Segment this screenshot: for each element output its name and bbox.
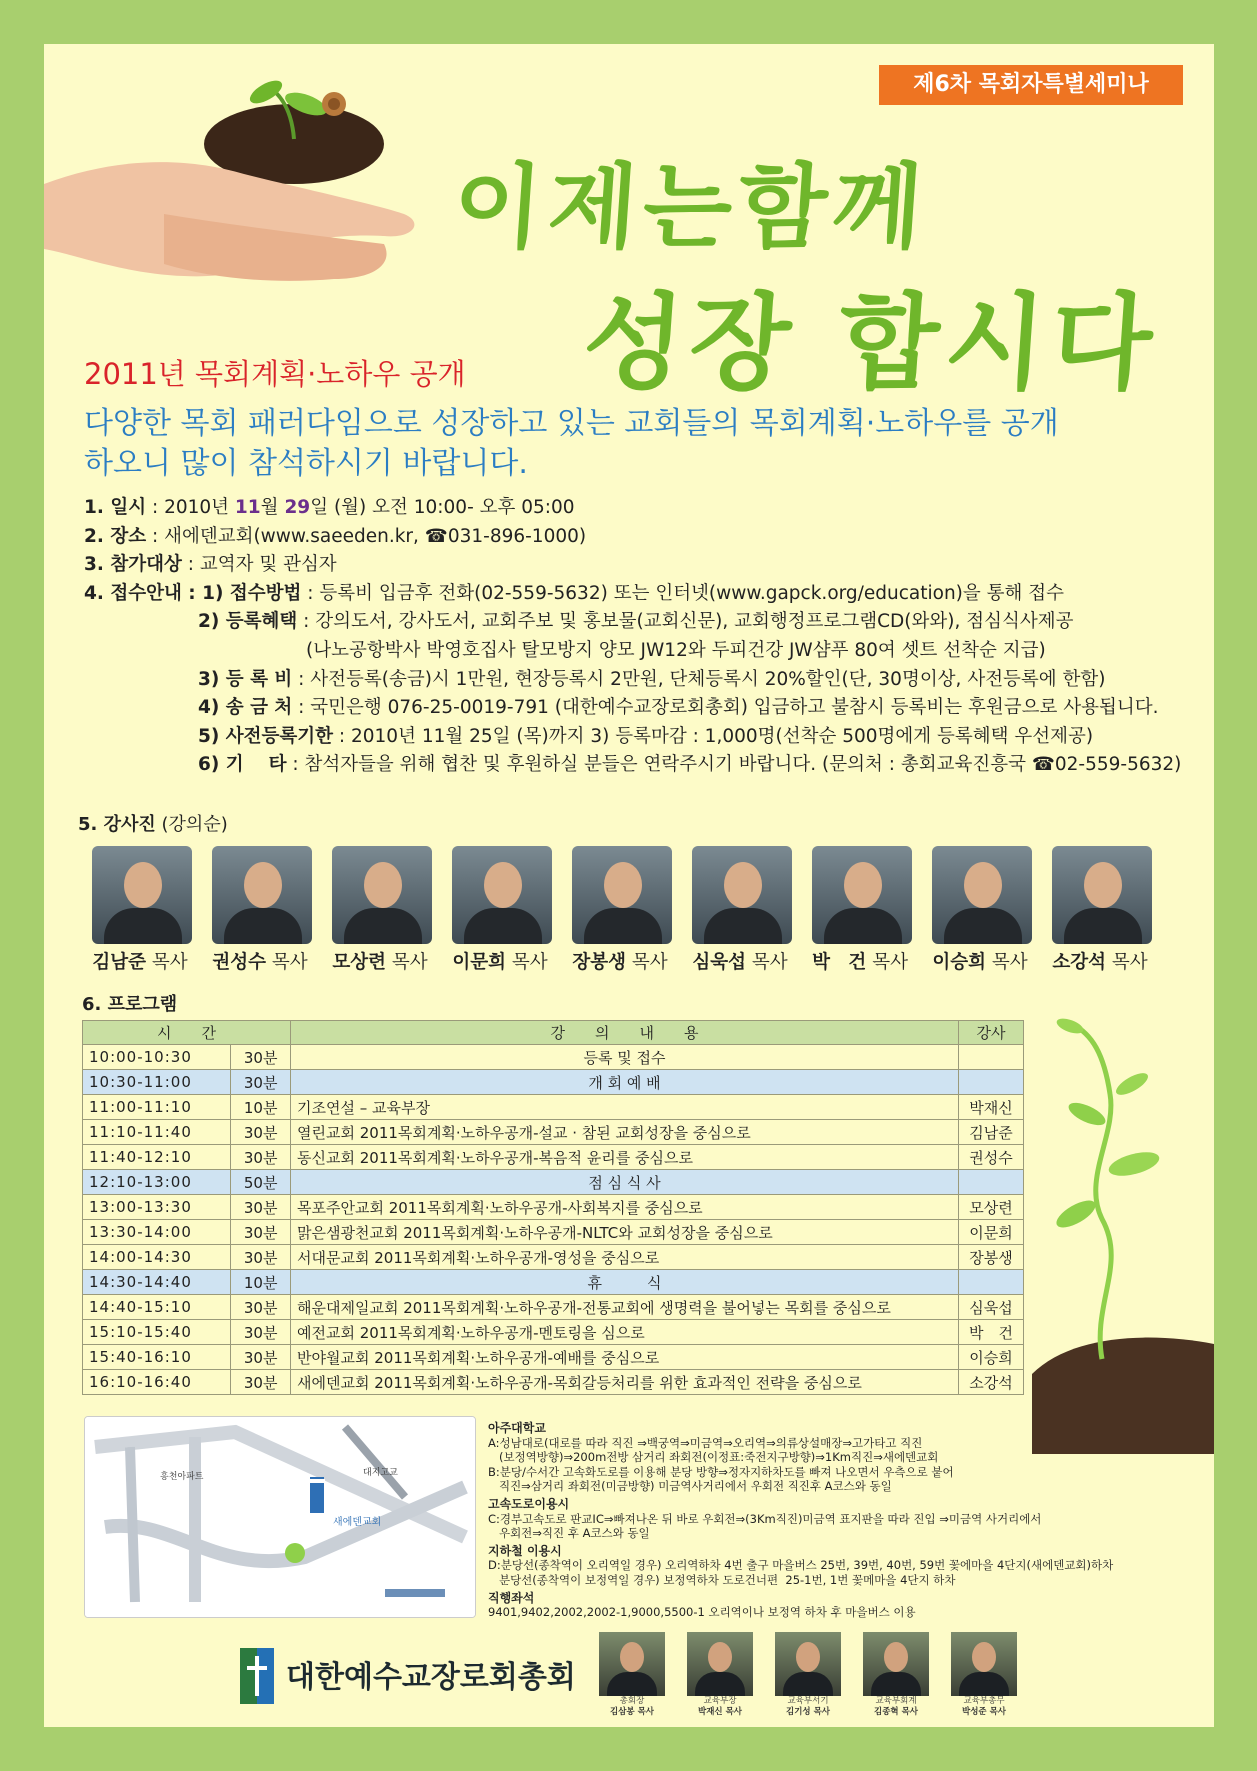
program-duration-cell: 30분: [231, 1220, 291, 1245]
speaker-card: 이승희 목사: [920, 846, 1040, 974]
staff-card: 교육부회계 김종혁 목사: [848, 1632, 944, 1718]
program-content-cell: 점 심 식 사: [291, 1170, 959, 1195]
info-audience: 3. 참가대상 : 교역자 및 관심자: [84, 554, 337, 576]
program-content-cell: 기조연설 – 교육부장: [291, 1095, 959, 1120]
program-time-cell: 11:10-11:40: [83, 1120, 231, 1145]
program-time-cell: 14:40-15:10: [83, 1295, 231, 1320]
program-row: [83, 1120, 1024, 1145]
map-school-label: 대지고교: [363, 1468, 398, 1478]
speaker-photo: [212, 846, 312, 944]
headline: 2011년 목회계획·노하우 공개: [84, 357, 466, 391]
directions-line: 직진⇒삼거리 좌회전(미금방향) 미금역사거리에서 우회전 직진후 A코스와 동일: [488, 1479, 892, 1494]
program-content-cell: 개 회 예 배: [291, 1070, 959, 1095]
program-row: [83, 1045, 1024, 1070]
header-speaker: 강사: [959, 1021, 1024, 1045]
program-time-cell: 13:00-13:30: [83, 1195, 231, 1220]
program-duration-cell: 10분: [231, 1270, 291, 1295]
program-time-cell: 14:30-14:40: [83, 1270, 231, 1295]
program-time-cell: 16:10-16:40: [83, 1370, 231, 1395]
directions-heading: 직행좌석: [488, 1590, 535, 1605]
info-account: 4) 송 금 처 : 국민은행 076-25-0019-791 (대한예수교장로회총회) 입금하고 불참시 등록비는 후원금으로 사용됩니다.: [198, 697, 1159, 719]
program-row: [83, 1220, 1024, 1245]
directions-line: 분당선(종착역이 보정역일 경우) 보정역하차 도로건너편 25-1번, 1번 꽃메마을 4단지 하차: [488, 1572, 956, 1587]
seedling-image: [1032, 1014, 1214, 1454]
program-content-cell: 해운대제일교회 2011목회계획·노하우공개-전통교회에 생명력을 불어넣는 목회를 중심으로: [291, 1295, 959, 1320]
staff-card: 총회장 김삼봉 목사: [584, 1632, 680, 1718]
staff-card: 교육부장 박재신 목사: [672, 1632, 768, 1718]
program-time-cell: 11:00-11:10: [83, 1095, 231, 1120]
cross-logo-icon: [240, 1648, 274, 1704]
speaker-photo: [572, 846, 672, 944]
speaker-card: 김남준 목사: [80, 846, 200, 974]
directions: [488, 1418, 1208, 1620]
program-speaker-cell: 박 건: [959, 1320, 1024, 1345]
speaker-card: 모상련 목사: [320, 846, 440, 974]
speaker-card: 소강석 목사: [1040, 846, 1160, 974]
program-content-cell: 새에덴교회 2011목회계획·노하우공개-목회갈등처리를 위한 효과적인 전략을 중심으로: [291, 1370, 959, 1395]
location-map: [84, 1416, 476, 1618]
hands-holding-seedling-image: [44, 64, 464, 334]
main-title-line1: 이제는함께: [449, 153, 932, 261]
program-content-cell: 등록 및 접수: [291, 1045, 959, 1070]
speaker-photo: [812, 846, 912, 944]
program-speaker-cell: 박재신: [959, 1095, 1024, 1120]
program-header-row: [83, 1021, 1024, 1045]
program-content-cell: 목포주안교회 2011목회계획·노하우공개-사회복지를 중심으로: [291, 1195, 959, 1220]
program-speaker-cell: 소강석: [959, 1370, 1024, 1395]
program-content-cell: 서대문교회 2011목회계획·노하우공개-영성을 중심으로: [291, 1245, 959, 1270]
program-content-cell: 반야월교회 2011목회계획·노하우공개-예배를 중심으로: [291, 1345, 959, 1370]
program-speaker-cell: 모상련: [959, 1195, 1024, 1220]
program-time-cell: 14:00-14:30: [83, 1245, 231, 1270]
program-content-cell: 예전교회 2011목회계획·노하우공개-멘토링을 심으로: [291, 1320, 959, 1345]
lead-text: 다양한 목회 패러다임으로 성장하고 있는 교회들의 목회계획·노하우를 공개하오니 많이 참석하시기 바랍니다.: [84, 406, 1059, 481]
speaker-photo: [452, 846, 552, 944]
staff-photo: [775, 1632, 841, 1696]
program-row: [83, 1370, 1024, 1395]
map-apt-label: 흥천아파트: [160, 1472, 204, 1482]
program-row: [83, 1245, 1024, 1270]
program-time-cell: 11:40-12:10: [83, 1145, 231, 1170]
directions-line: (보정역방향)⇒200m전방 삼거리 좌회전(이정표:죽전지구방향)⇒1Km직진⇒새에덴교회: [488, 1450, 939, 1465]
program-time-cell: 12:10-13:00: [83, 1170, 231, 1195]
header-time: 시 간: [83, 1021, 291, 1045]
program-content-cell: 맑은샘광천교회 2011목회계획·노하우공개-NLTC와 교회성장을 중심으로: [291, 1220, 959, 1245]
staff-photo: [863, 1632, 929, 1696]
program-time-cell: 10:30-11:00: [83, 1070, 231, 1095]
info-benefits: 2) 등록혜택 : 강의도서, 강사도서, 교회주보 및 홍보물(교회신문), 교회행정프로그램CD(와와), 점심식사제공: [198, 611, 1074, 633]
program-duration-cell: 30분: [231, 1370, 291, 1395]
program-speaker-cell: [959, 1045, 1024, 1070]
program-row: [83, 1170, 1024, 1195]
program-row: [83, 1145, 1024, 1170]
program-duration-cell: 50분: [231, 1170, 291, 1195]
program-duration-cell: 30분: [231, 1145, 291, 1170]
program-row: [83, 1345, 1024, 1370]
organization-name: 대한예수교장로회총회: [286, 1660, 576, 1695]
program-row: [83, 1070, 1024, 1095]
program-duration-cell: 30분: [231, 1195, 291, 1220]
program-time-cell: 10:00-10:30: [83, 1045, 231, 1070]
directions-line: 9401,9402,2002,2002-1,9000,5500-1 오리역이나 보정역 하차 후 마을버스 이용: [488, 1605, 916, 1620]
info-deadline: 5) 사전등록기한 : 2010년 11월 25일 (목)까지 3) 등록마감 : 1,000명(선착순 500명에게 등록혜택 우선제공): [198, 725, 1094, 747]
speaker-photo: [1052, 846, 1152, 944]
program-content-cell: 열린교회 2011목회계획·노하우공개-설교 · 참된 교회성장을 중심으로: [291, 1120, 959, 1145]
directions-heading: 아주대학교: [488, 1421, 546, 1435]
program-duration-cell: 30분: [231, 1120, 291, 1145]
program-row: [83, 1270, 1024, 1295]
program-duration-cell: 30분: [231, 1295, 291, 1320]
program-duration-cell: 30분: [231, 1045, 291, 1070]
staff-list: [584, 1632, 1164, 1724]
program-duration-cell: 30분: [231, 1320, 291, 1345]
info-benefits-note: (나노공항박사 박영호집사 탈모방지 양모 JW12와 두피건강 JW샴푸 80여 셋트 선착순 지급): [306, 639, 1046, 661]
staff-card: 교육부서기 김기성 목사: [760, 1632, 856, 1718]
program-speaker-cell: 심욱섭: [959, 1295, 1024, 1320]
program-speaker-cell: 이문희: [959, 1220, 1024, 1245]
program-speaker-cell: 장봉생: [959, 1245, 1024, 1270]
program-row: [83, 1295, 1024, 1320]
program-content-cell: 휴 식: [291, 1270, 959, 1295]
program-time-cell: 13:30-14:00: [83, 1220, 231, 1245]
program-speaker-cell: 권성수: [959, 1145, 1024, 1170]
directions-line: A:성남대로(대로를 따라 직진 ⇒백궁역⇒미금역⇒오리역⇒의류상설매장⇒고가타고 직진: [488, 1435, 923, 1450]
directions-line: 우회전⇒직진 후 A코스와 동일: [488, 1526, 650, 1541]
program-row: [83, 1320, 1024, 1345]
event-info: [84, 494, 1181, 780]
staff-card: 교육부총무 박성준 목사: [936, 1632, 1032, 1718]
speakers-title: 5. 강사진 (강의순): [78, 814, 228, 835]
info-place: 2. 장소 : 새에덴교회(www.saeeden.kr, ☎031-896-1000): [84, 525, 587, 547]
staff-photo: [687, 1632, 753, 1696]
info-registration: 4. 접수안내 : 1) 접수방법 : 등록비 입금후 전화(02-559-5632) 또는 인터넷(www.gapck.org/education)을 통해 접수: [84, 582, 1065, 604]
speaker-card: 장봉생 목사: [560, 846, 680, 974]
program-table: [82, 1020, 1024, 1395]
program-speaker-cell: 김남준: [959, 1120, 1024, 1145]
program-speaker-cell: 이승희: [959, 1345, 1024, 1370]
poster: [44, 44, 1214, 1727]
directions-line: D:분당선(종착역이 오리역일 경우) 오리역하차 4번 출구 마을버스 25번, 39번, 40번, 59번 꽃에마을 4단지(새에덴교회)하차: [488, 1558, 1114, 1573]
program-duration-cell: 30분: [231, 1345, 291, 1370]
program-duration-cell: 30분: [231, 1245, 291, 1270]
seminar-badge: 제6차 목회자특별세미나: [879, 65, 1183, 105]
main-title-line2: 성장 합시다: [579, 281, 1163, 404]
speaker-card: 심욱섭 목사: [680, 846, 800, 974]
speaker-card: 박 건 목사: [800, 846, 920, 974]
speaker-card: 이문희 목사: [440, 846, 560, 974]
program-speaker-cell: [959, 1270, 1024, 1295]
program-title: 6. 프로그램: [82, 994, 178, 1015]
program-time-cell: 15:40-16:10: [83, 1345, 231, 1370]
speaker-photo: [92, 846, 192, 944]
speaker-photo: [932, 846, 1032, 944]
speakers-list: [80, 846, 1220, 1026]
staff-photo: [599, 1632, 665, 1696]
info-etc: 6) 기 타 : 참석자들을 위해 협찬 및 후원하실 분들은 연락주시기 바랍니다. (문의처 : 총회교육진흥국 ☎02-559-5632): [198, 754, 1182, 776]
speaker-card: 권성수 목사: [200, 846, 320, 974]
program-speaker-cell: [959, 1070, 1024, 1095]
program-duration-cell: 10분: [231, 1095, 291, 1120]
info-date: 1. 일시 : 2010년 11월 29일 (월) 오전 10:00- 오후 05:00: [84, 497, 575, 518]
speaker-photo: [692, 846, 792, 944]
directions-line: B:분당/수서간 고속화도로를 이용해 분당 방향⇒정자지하차도를 빠져 나오면서 우측으로 붙어: [488, 1464, 954, 1479]
directions-heading: 고속도로이용시: [488, 1496, 570, 1511]
info-fee: 3) 등 록 비 : 사전등록(송금)시 1만원, 현장등록시 2만원, 단체등록시 20%할인(단, 30명이상, 사전등록에 한함): [198, 668, 1106, 690]
directions-line: C:경부고속도로 판교IC⇒빠져나온 뒤 바로 우회전⇒(3Km직진)미금역 표지판을 따라 진입 ⇒미금역 사거리에서: [488, 1511, 1042, 1526]
directions-heading: 지하철 이용시: [488, 1543, 562, 1558]
speaker-photo: [332, 846, 432, 944]
program-row: [83, 1195, 1024, 1220]
program-duration-cell: 30분: [231, 1070, 291, 1095]
program-content-cell: 동신교회 2011목회계획·노하우공개-복음적 윤리를 중심으로: [291, 1145, 959, 1170]
program-time-cell: 15:10-15:40: [83, 1320, 231, 1345]
program-row: [83, 1095, 1024, 1120]
header-content: 강 의 내 용: [291, 1021, 959, 1045]
staff-photo: [951, 1632, 1017, 1696]
map-church-label: 새에덴교회: [333, 1517, 382, 1528]
program-speaker-cell: [959, 1170, 1024, 1195]
